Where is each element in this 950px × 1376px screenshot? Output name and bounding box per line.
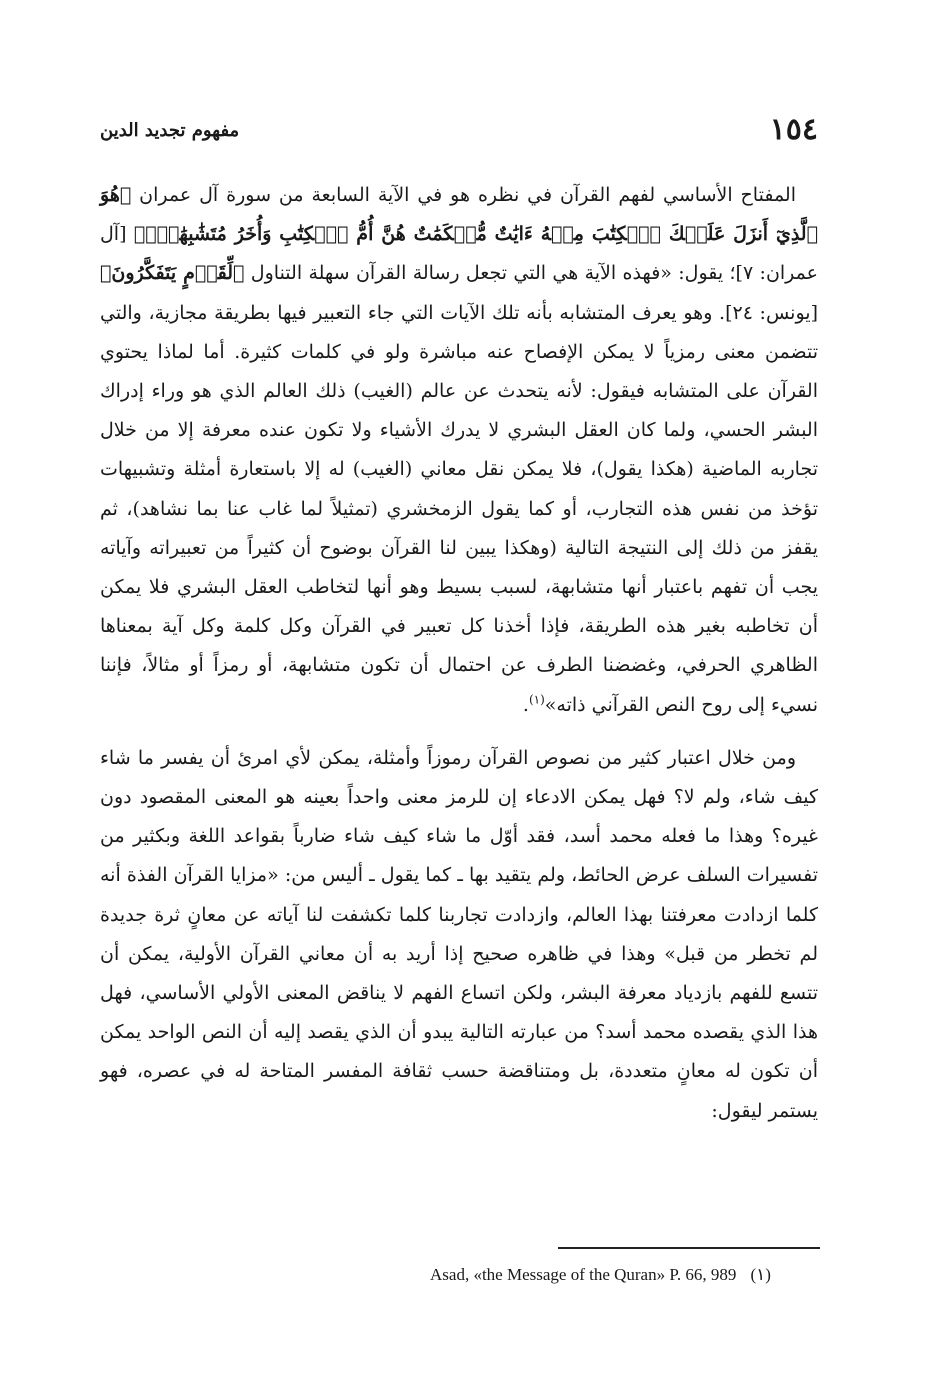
paragraph-1 [100, 176, 818, 725]
footnote [430, 1265, 820, 1285]
quran-verse-2: ﴿لِّقَوۡمٍ يَتَفَكَّرُونَ﴾ [100, 262, 245, 285]
paragraph-2 [100, 739, 818, 1131]
paragraph-1-text-b: [آل عمران: ٧]؛ يقول: «فهذه الآية هي التي تجعل رسالة القرآن سهلة التناول [100, 223, 818, 285]
footnote-divider [558, 1247, 820, 1249]
footnote-marker: (١) [750, 1265, 771, 1284]
quran-verse-1: ﴿هُوَ ٱلَّذِيٓ أَنزَلَ عَلَيۡكَ ٱلۡكِتَٰبَ مِنۡهُ ءَايَٰتٌ مُّحۡكَمَٰتٌ هُنَّ أُمُّ ٱلۡكِتَٰبِ وَأُخَرُ مُتَشَٰبِهَٰتٌۖ﴾ [100, 184, 818, 246]
paragraph-1-end: . [522, 693, 529, 716]
footnote-text: Asad, «the Message of the Quran» P. 66, 989 [430, 1265, 737, 1284]
paragraph-2-text: ومن خلال اعتبار كثير من نصوص القرآن رموزاً وأمثلة، يمكن لأي امرئ أن يفسر ما شاء كيف شاء، ولم لا؟ فهل يمكن الادعاء إن للرمز معنى واحداً بعينه هو المعنى المقصود دون غيره؟ وهذا ما فعله محمد أسد، فقد أوّل ما شاء كيف شاء ضارباً بقواعد اللغة وبكثير من تفسيرات السلف عرض الحائط، ولم يتقيد بها ـ كما يقول ـ أليس من: «مزايا القرآن الفذة أنه كلما ازدادت معرفتنا بهذا العالم، وازدادت تجاربنا كلما تكشفت لنا آياته عن معانٍ ثرة جديدة لم تخطر من قبل» وهذا في ظاهره صحيح إذا أريد به أن معاني القرآن الأولية، يمكن أن تتسع للفهم بازدياد معرفة البشر، ولكن اتساع الفهم لا يناقض المعنى الأولي الأساسي، فهل هذا الذي يقصده محمد أسد؟ من عبارته التالية يبدو أن الذي يقصد إليه أن النص الواحد يمكن أن تكون له معانٍ متعددة، بل ومتناقضة حسب ثقافة المفسر المتاحة له في عصره، فهو يستمر ليقول: [100, 746, 818, 1122]
page-number: ١٥٤ [769, 112, 818, 147]
paragraph-1-text-a: المفتاح الأساسي لفهم القرآن في نظره هو في الآية السابعة من سورة آل عمران [139, 184, 796, 206]
paragraph-1-text-c: [يونس: ٢٤]. وهو يعرف المتشابه بأنه تلك الآيات التي جاء التعبير فيها بطريقة مجازية، والتي تتضمن معنى رمزياً لا يمكن الإفصاح عنه مباشرة ولو في كلمات كثيرة. أما لماذا يحتوي القرآن على المتشابه فيقول: لأنه يتحدث عن عالم (الغيب) ذلك العالم الذي هو وراء إدراك البشر الحسي، ولما كان العقل البشري لا يدرك الأشياء ولا تكون عنده معرفة إلا من خلال تجاربه الماضية (هكذا يقول)، فلا يمكن نقل معاني (الغيب) له إلا باستعارة أمثلة وتشبيهات تؤخذ من نفس هذه التجارب، أو كما يقول الزمخشري (تمثيلاً لما غاب عنا بما نشاهد)، ثم يقفز من ذلك إلى النتيجة التالية (وهكذا يبين لنا القرآن بوضوح أن كثيراً من تعبيراته وآياته يجب أن تفهم باعتبار أنها متشابهة، لسبب بسيط وهو أنها لتخاطب العقل البشري فلا يمكن أن تخاطبه بغير هذه الطريقة، فإذا أخذنا كل تعبير في القرآن وكل كلمة وكل آية بمعناها الظاهري الحرفي، وغضضنا الطرف عن احتمال أن تكون متشابهة، أو رمزاً أو مثالاً، فإننا نسيء إلى روح النص القرآني ذاته» [100, 301, 818, 716]
footnote-reference[interactable]: (١) [528, 692, 545, 707]
body-text [100, 176, 818, 1131]
running-title: مفهوم تجديد الدين [100, 120, 240, 141]
